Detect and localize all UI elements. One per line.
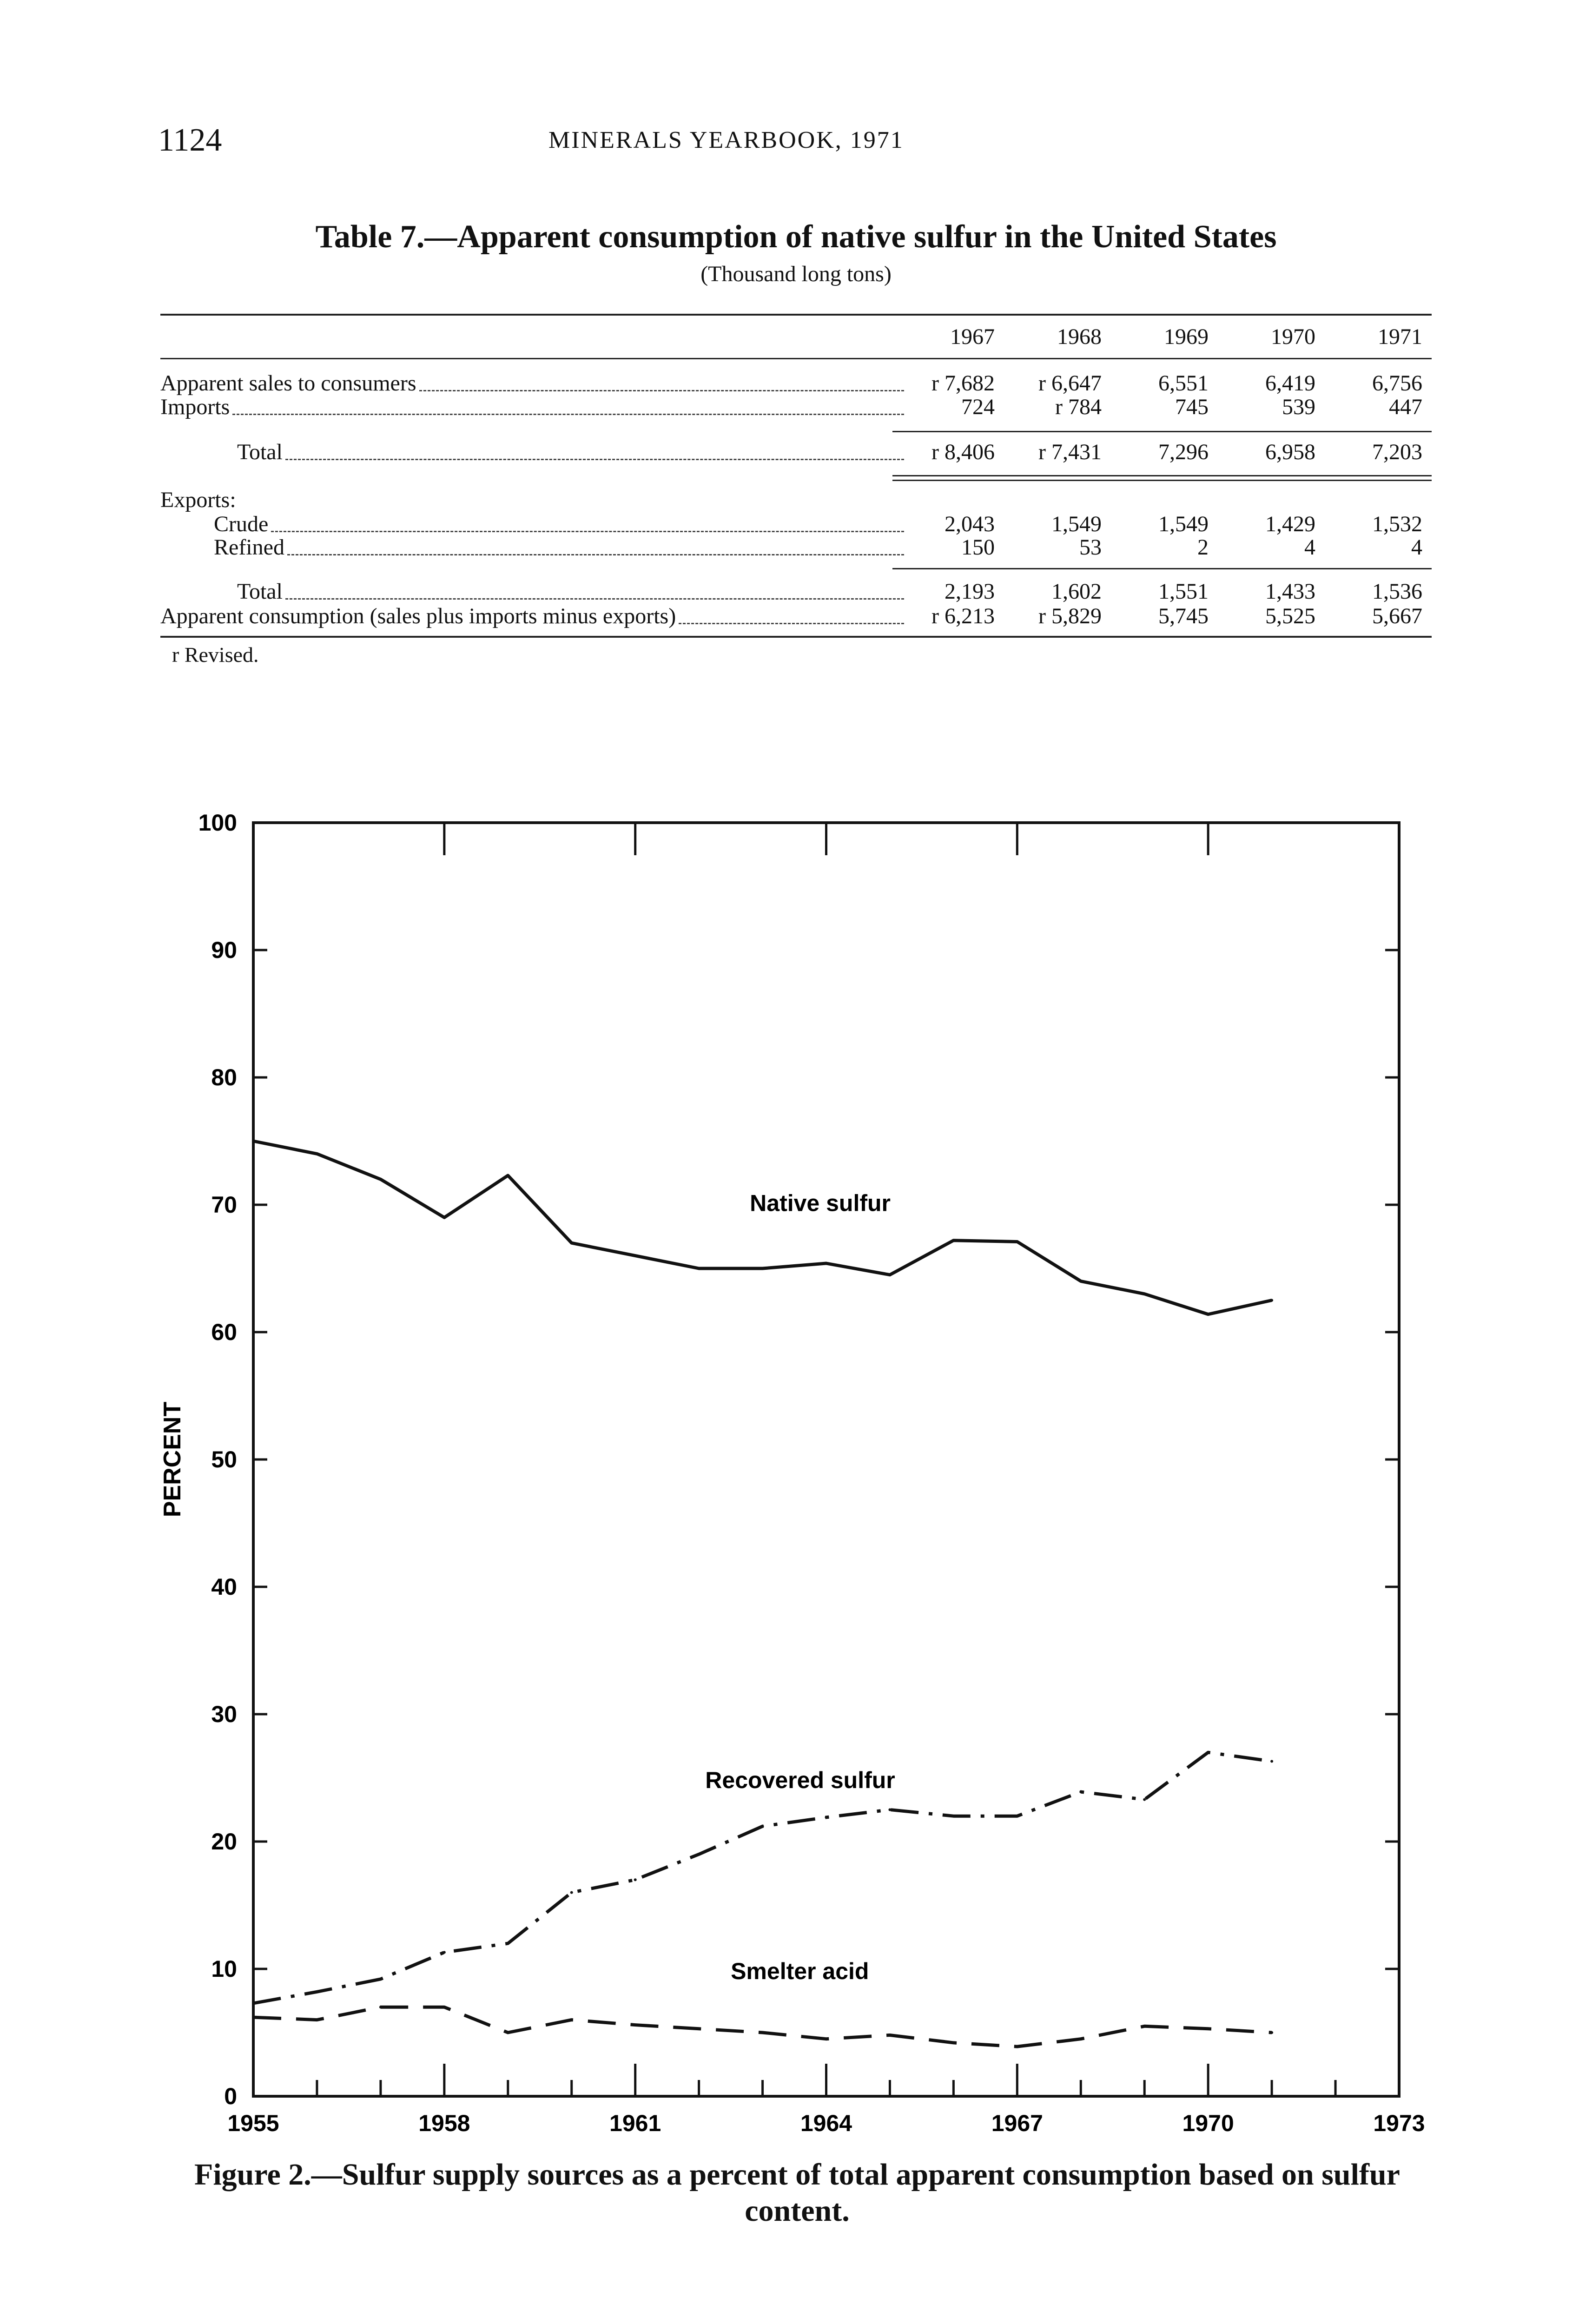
table-cell: 1,551	[1158, 579, 1209, 604]
series-label: Recovered sulfur	[705, 1767, 895, 1793]
figure-caption: Figure 2.—Sulfur supply sources as a percent of total apparent consumption based on sulfur content.	[194, 2158, 1400, 2228]
data-point	[443, 2006, 446, 2008]
row-label: Total	[237, 579, 283, 604]
table-cell: 1,429	[1265, 512, 1315, 536]
x-tick-label: 1967	[991, 2110, 1043, 2136]
series-label: Native sulfur	[750, 1190, 891, 1216]
data-point	[825, 1816, 828, 1819]
table-cell: 724	[961, 395, 995, 419]
y-tick-label: 40	[211, 1574, 237, 1600]
data-point	[1079, 2038, 1082, 2040]
data-point	[1270, 1299, 1273, 1302]
data-point	[1016, 1240, 1018, 1243]
data-point	[952, 1239, 955, 1242]
y-tick-label: 0	[224, 2083, 237, 2109]
table-cell: r 5,829	[1038, 604, 1102, 628]
table-cell: 2,043	[945, 512, 995, 536]
data-point	[698, 1267, 700, 1270]
table-subtitle: (Thousand long tons)	[700, 262, 892, 286]
data-point	[888, 1809, 891, 1811]
data-point	[634, 2024, 637, 2027]
y-tick-label: 90	[211, 937, 237, 963]
data-point	[316, 1990, 318, 1993]
y-tick-label: 30	[211, 1701, 237, 1727]
data-point	[1207, 1313, 1209, 1316]
data-point	[379, 1178, 382, 1181]
table-footnote: r Revised.	[172, 643, 259, 667]
series-line-2	[253, 2007, 1272, 2047]
data-point	[379, 2006, 382, 2008]
data-point	[952, 2041, 955, 2044]
data-point	[1079, 1280, 1082, 1282]
series-label: Smelter acid	[731, 1958, 869, 1984]
table-cell: r 7,682	[931, 371, 995, 396]
data-point	[634, 1254, 637, 1257]
data-point	[888, 2034, 891, 2036]
table-cell: 2	[1197, 535, 1209, 560]
data-point	[1079, 1790, 1082, 1793]
data-point	[1270, 2031, 1273, 2034]
data-point	[761, 1825, 764, 1828]
row-label: Total	[237, 440, 283, 464]
page-number: 1124	[158, 122, 222, 158]
table-cell: 6,419	[1265, 371, 1315, 396]
row-label: Apparent consumption (sales plus imports minus exports)	[160, 604, 676, 628]
table-cell: 5,667	[1372, 604, 1422, 628]
data-point	[825, 1262, 828, 1265]
table-cell: 7,203	[1372, 440, 1422, 464]
y-tick-label: 60	[211, 1319, 237, 1345]
table-cell: 745	[1175, 395, 1209, 419]
data-point	[252, 1140, 255, 1142]
data-point	[1143, 2025, 1146, 2027]
data-point	[507, 1174, 509, 1177]
data-point	[316, 1152, 318, 1155]
x-tick-label: 1958	[418, 2110, 470, 2136]
data-point	[252, 2016, 255, 2019]
data-point	[570, 1241, 573, 1244]
table-cell: 1,433	[1265, 579, 1315, 604]
data-point	[1016, 2045, 1018, 2048]
row-label: Crude	[214, 512, 269, 536]
table-cell: 6,551	[1158, 371, 1209, 396]
column-header: 1968	[1057, 324, 1102, 349]
table-title: Table 7.—Apparent consumption of native sulfur in the United States	[315, 219, 1277, 255]
data-point	[443, 1951, 446, 1954]
y-tick-label: 80	[211, 1064, 237, 1090]
row-label: Refined	[214, 535, 284, 560]
table-cell: 6,756	[1372, 371, 1422, 396]
table-cell: 4	[1304, 535, 1315, 560]
table-cell: 7,296	[1158, 440, 1209, 464]
column-header: 1971	[1378, 324, 1422, 349]
table-cell: 150	[961, 535, 995, 560]
data-point	[634, 1878, 637, 1881]
table-cell: 1,602	[1051, 579, 1102, 604]
x-tick-label: 1964	[800, 2110, 852, 2136]
table-cell: 53	[1079, 535, 1102, 560]
data-point	[1016, 1815, 1018, 1817]
row-label: Imports	[160, 395, 230, 419]
table-cell: 4	[1411, 535, 1422, 560]
y-tick-label: 50	[211, 1446, 237, 1472]
data-point	[316, 2019, 318, 2021]
table-cell: 447	[1389, 395, 1422, 419]
plot-frame	[253, 823, 1399, 2096]
data-point	[507, 1942, 509, 1945]
data-point	[570, 1891, 573, 1894]
data-point	[1143, 1293, 1146, 1295]
data-point	[825, 2038, 828, 2040]
data-point	[952, 1815, 955, 1817]
table-cell: 1,549	[1051, 512, 1102, 536]
y-tick-label: 10	[211, 1956, 237, 1982]
table-cell: r 6,213	[931, 604, 995, 628]
data-point	[570, 2019, 573, 2021]
table-cell: 6,958	[1265, 440, 1315, 464]
table-cell: 539	[1282, 395, 1315, 419]
data-point	[1207, 1751, 1209, 1754]
x-tick-label: 1970	[1182, 2110, 1234, 2136]
row-label: Apparent sales to consumers	[160, 371, 416, 396]
data-point	[252, 2002, 255, 2005]
data-point	[1143, 1798, 1146, 1801]
data-point	[379, 1978, 382, 1981]
data-point	[761, 1267, 764, 1270]
table-cell: r 8,406	[931, 440, 995, 464]
data-point	[507, 2031, 509, 2034]
series-line-0	[253, 1141, 1272, 1314]
running-head: MINERALS YEARBOOK, 1971	[548, 127, 904, 153]
x-tick-label: 1955	[227, 2110, 279, 2136]
data-point	[698, 2027, 700, 2030]
table-cell: 1,532	[1372, 512, 1422, 536]
data-point	[1207, 2027, 1209, 2030]
data-point	[888, 1274, 891, 1276]
y-tick-label: 100	[198, 810, 237, 836]
y-tick-label: 70	[211, 1192, 237, 1218]
data-point	[698, 1853, 700, 1855]
data-point	[443, 1216, 446, 1219]
x-tick-label: 1961	[609, 2110, 661, 2136]
column-header: 1969	[1164, 324, 1209, 349]
y-axis-label: PERCENT	[159, 1401, 186, 1518]
data-point	[761, 2031, 764, 2034]
table-cell: 2,193	[945, 579, 995, 604]
table-cell: r 784	[1055, 395, 1102, 419]
x-tick-label: 1973	[1373, 2110, 1425, 2136]
table-cell: 5,525	[1265, 604, 1315, 628]
table-cell: r 6,647	[1038, 371, 1102, 396]
table-cell: r 7,431	[1038, 440, 1102, 464]
data-point	[1270, 1760, 1273, 1763]
y-tick-label: 20	[211, 1829, 237, 1855]
table-cell: 5,745	[1158, 604, 1209, 628]
row-label: Exports:	[160, 488, 236, 512]
table-cell: 1,536	[1372, 579, 1422, 604]
column-header: 1970	[1271, 324, 1315, 349]
table-cell: 1,549	[1158, 512, 1209, 536]
column-header: 1967	[950, 324, 995, 349]
